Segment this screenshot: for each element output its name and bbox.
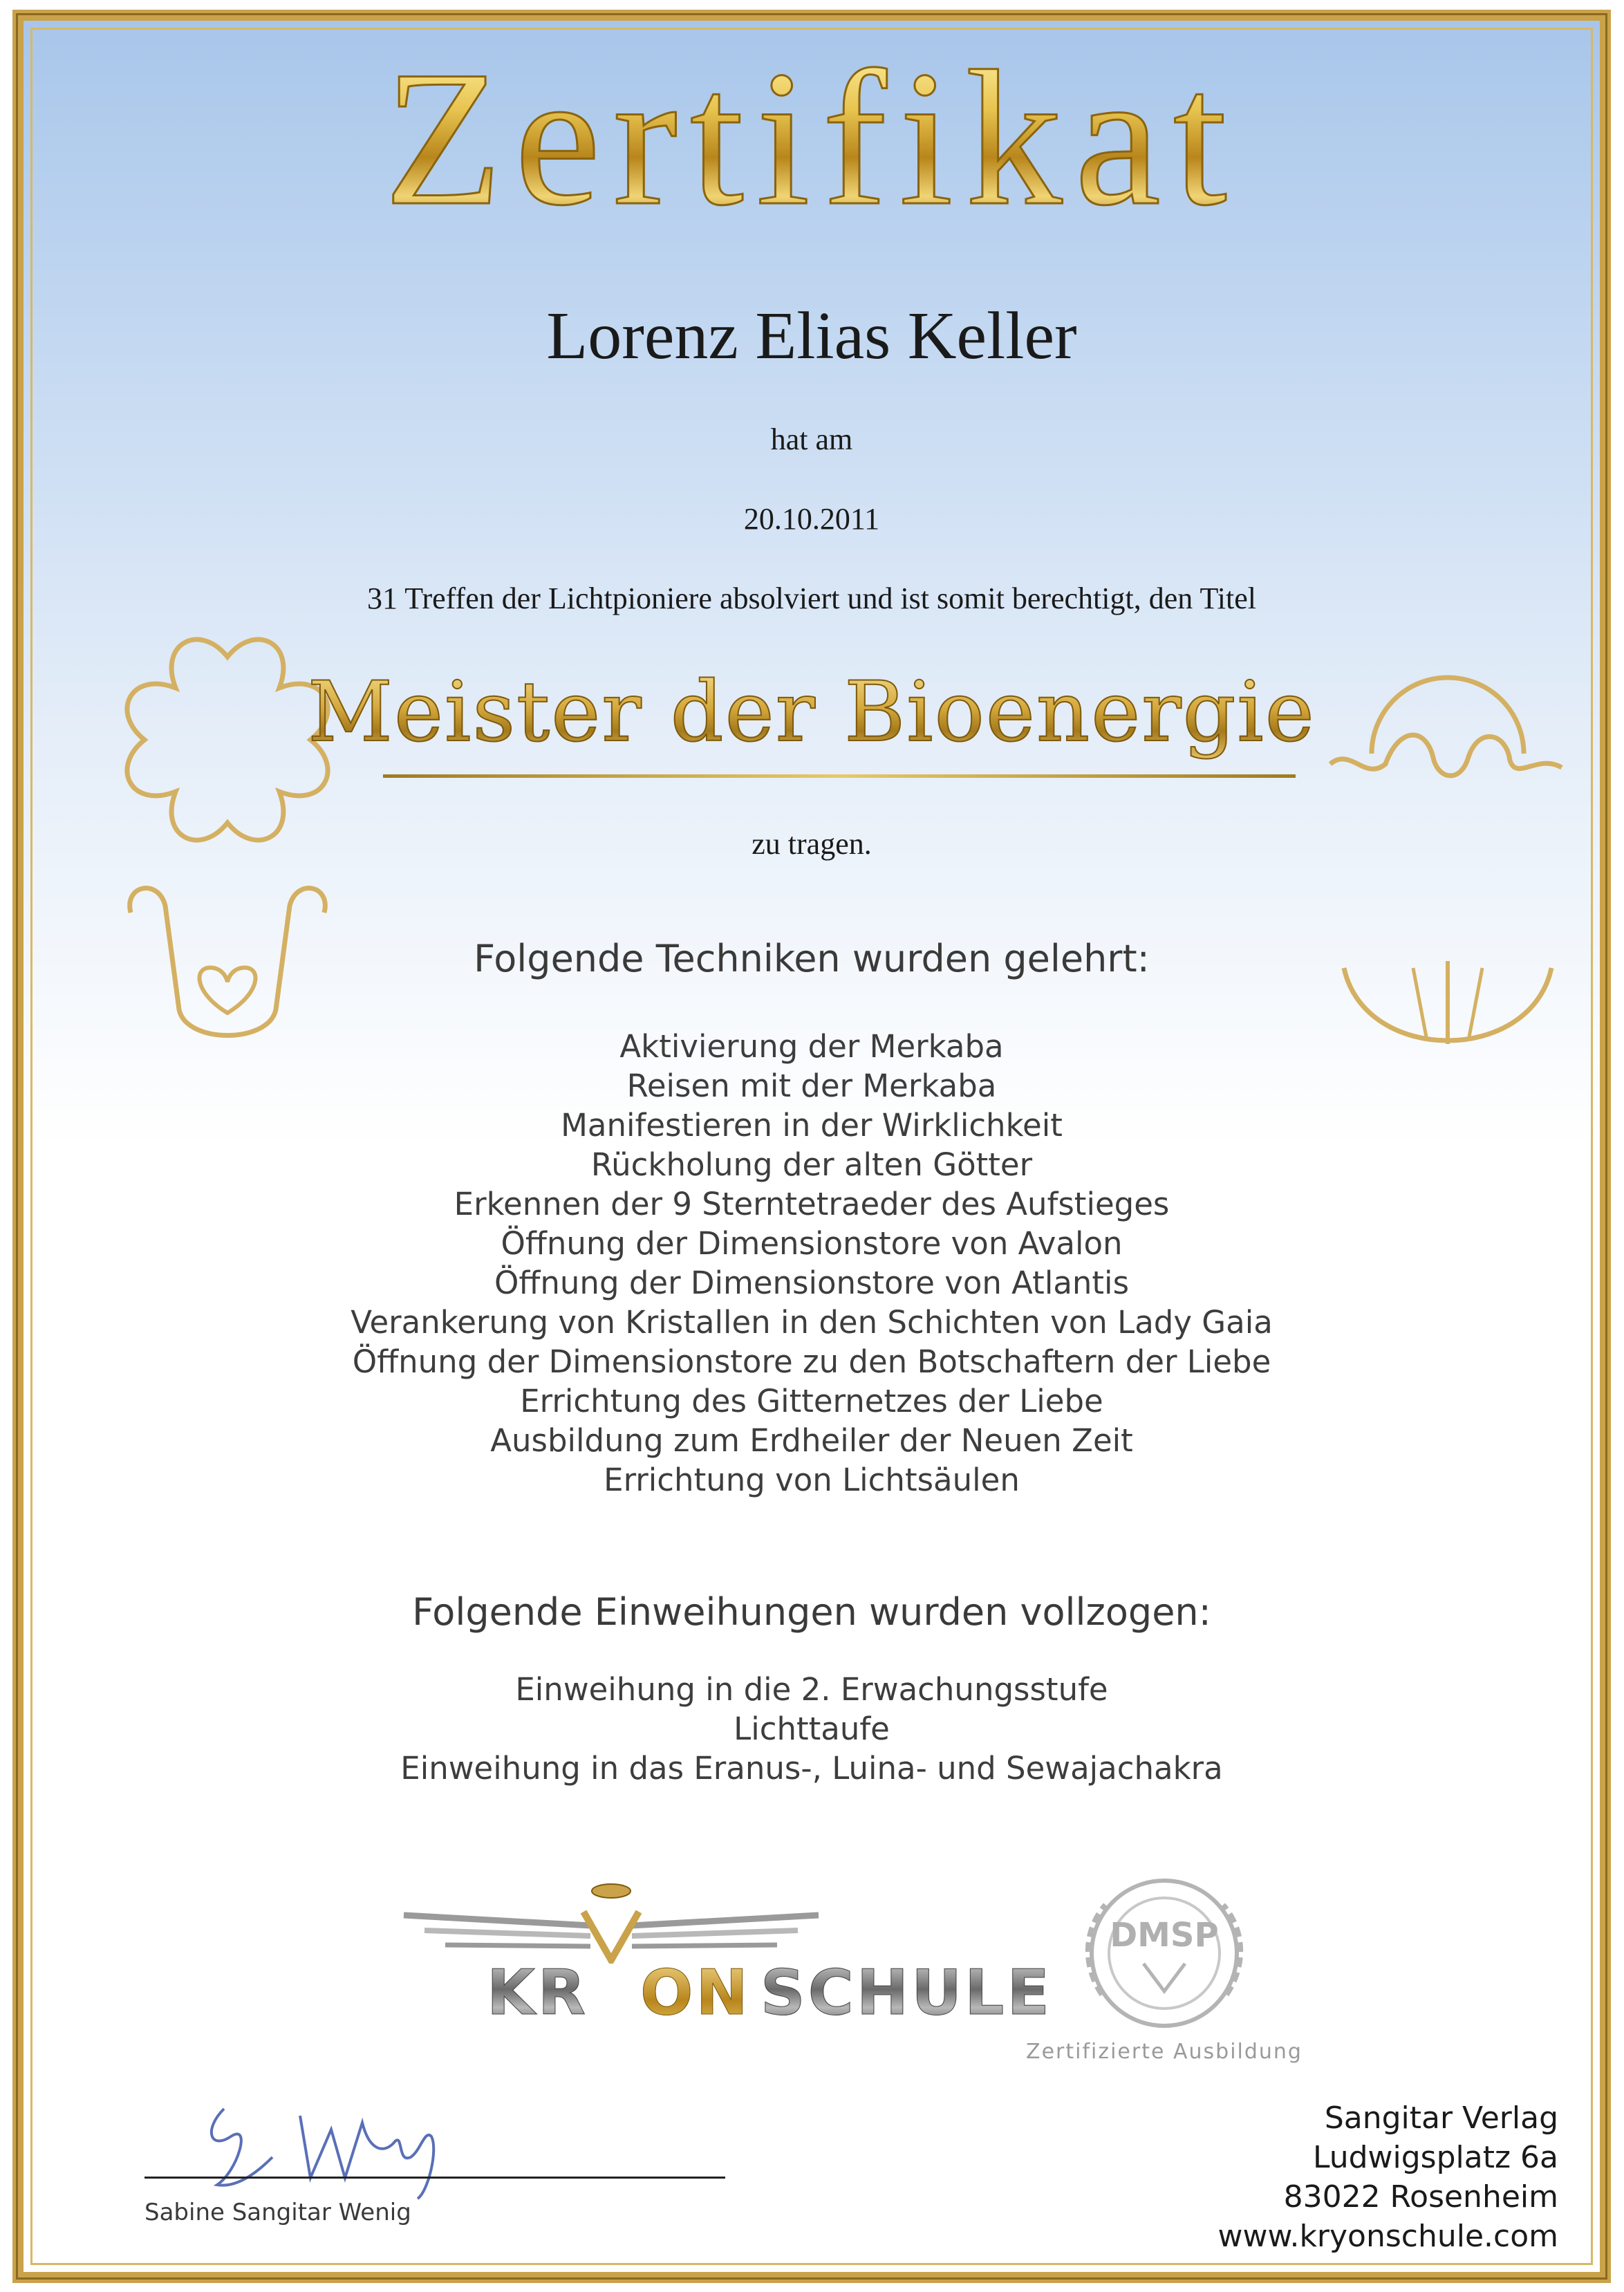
recipient-name: Lorenz Elias Keller [546,299,1077,373]
list-item: Einweihung in das Eranus-, Luina- und Sewajachakra [400,1750,1223,1787]
degree-underline [383,774,1296,778]
list-item: Rückholung der alten Götter [590,1146,1033,1183]
list-item: Errichtung von Lichtsäulen [604,1462,1020,1498]
initiations-list [24,1670,1600,1788]
list-item: Öffnung der Dimensionstore von Avalon [501,1225,1123,1262]
completion-date: 20.10.2011 [743,502,880,536]
publisher-name: Sangitar Verlag [1324,2100,1558,2136]
list-item: Einweihung in die 2. Erwachungsstufe [515,1671,1108,1708]
list-item: Öffnung der Dimensionstore zu den Botschaftern der Liebe [352,1343,1271,1380]
list-item: Ausbildung zum Erdheiler der Neuen Zeit [490,1422,1133,1459]
publisher-website[interactable]: www.kryonschule.com [1217,2219,1558,2254]
publisher-city: 83022 Rosenheim [1283,2179,1558,2215]
publisher-street: Ludwigsplatz 6a [1312,2140,1558,2175]
list-item: Aktivierung der Merkaba [619,1028,1004,1065]
seal-text: DMSP [1110,1916,1219,1955]
intro-text: hat am [770,422,853,456]
initiations-heading: Folgende Einweihungen wurden vollzogen: [412,1590,1211,1634]
list-item: Manifestieren in der Wirklichkeit [561,1107,1063,1144]
certification-seal-icon [1054,1874,1275,2040]
list-item: Reisen mit der Merkaba [626,1068,997,1104]
list-item: Verankerung von Kristallen in den Schichten von Lady Gaia [351,1304,1273,1341]
signature-line [144,2177,725,2179]
list-item: Lichttaufe [734,1711,890,1747]
completion-text: 31 Treffen der Lichtpioniere absolviert und ist somit berechtigt, den Titel [366,581,1256,615]
publisher-address [1218,2098,1558,2256]
degree-title: Meister der Bioenergie [24,667,1600,758]
winged-logo-icon [383,1874,991,1964]
logo-part-kr: KR [487,1957,589,2029]
certificate-title: Zertifikat [24,41,1600,235]
techniques-heading: Folgende Techniken wurden gelehrt: [474,937,1150,980]
logo-part-schule: SCHULE [760,1957,1052,2029]
signature-scribble-icon [196,2088,487,2206]
logo-wordmark [487,1957,1052,2029]
certificate-page [12,10,1611,2283]
logo-part-on: ON [640,1957,751,2029]
seal-caption: Zertifizierte Ausbildung [1026,2040,1303,2064]
list-item: Erkennen der 9 Sterntetraeder des Aufstieges [454,1186,1170,1222]
list-item: Öffnung der Dimensionstore von Atlantis [494,1265,1130,1301]
list-item: Errichtung des Gitternetzes der Liebe [520,1383,1103,1419]
techniques-list [24,1027,1600,1500]
signature-name: Sabine Sangitar Wenig [144,2199,411,2226]
kryon-schule-logo [383,1874,1052,2033]
closing-text: zu tragen. [752,827,872,861]
